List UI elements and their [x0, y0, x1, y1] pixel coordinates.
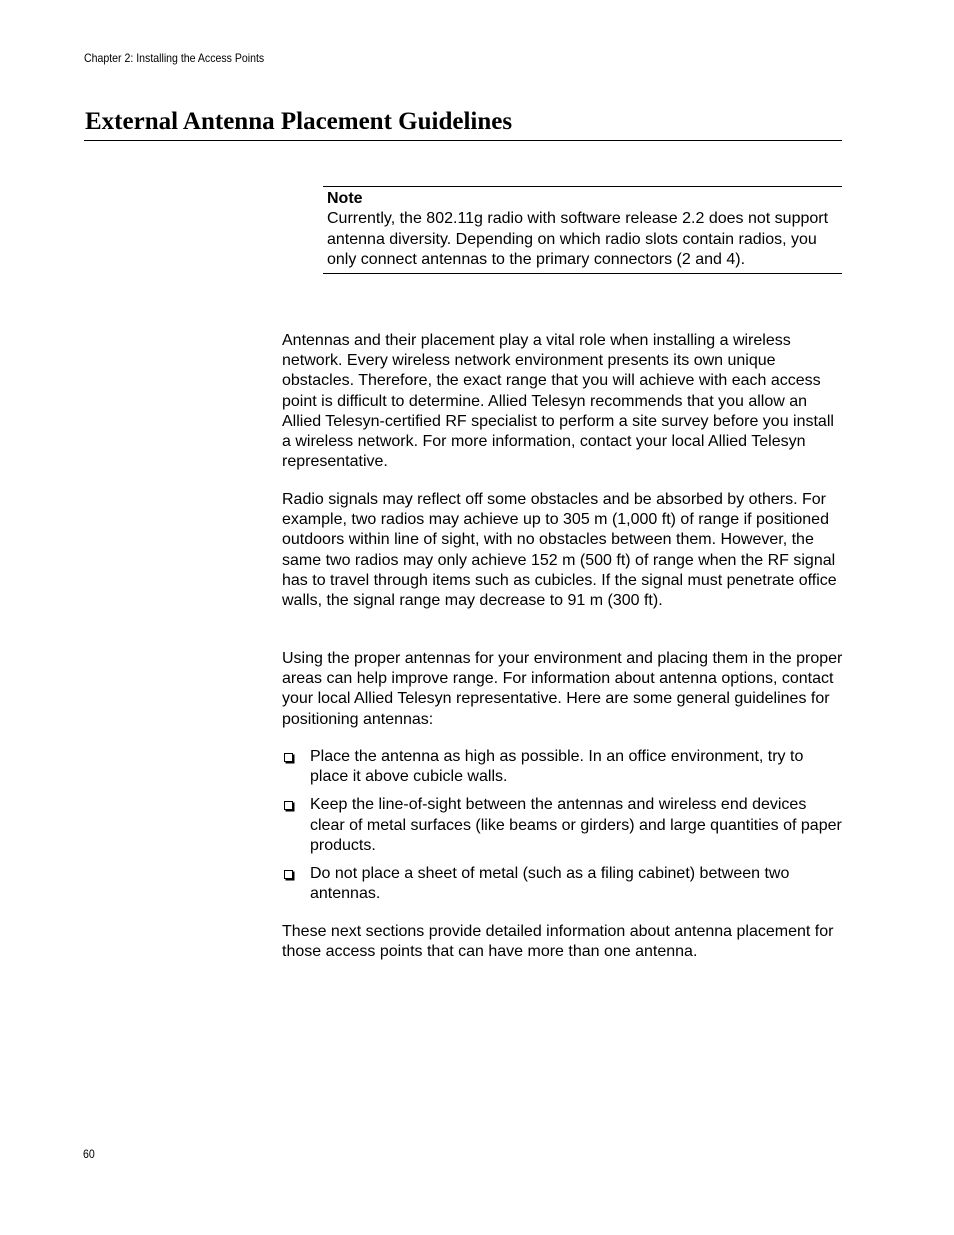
running-header: Chapter 2: Installing the Access Points	[84, 51, 265, 65]
list-item-text: Do not place a sheet of metal (such as a filing cabinet) between two antennas.	[310, 865, 790, 903]
list-item	[282, 747, 844, 787]
note-text: Currently, the 802.11g radio with software release 2.2 does not support antenna diversity. Depending on which radio slots contain radios, you only connect antennas to the primary connectors (2 and 4).	[327, 210, 829, 269]
paragraph-proper-antennas: Using the proper antennas for your environment and placing them in the proper areas can help improve range. For information about antenna options, contact your local Allied Telesyn representative. Here are some general guidelines for positioning antennas:	[282, 650, 843, 728]
list-item-text: Keep the line-of-sight between the antennas and wireless end devices clear of metal surfaces (like beams or girders) and large quantities of paper products.	[310, 796, 842, 854]
checkbox-bullet-icon	[284, 801, 293, 810]
list-item	[282, 864, 844, 904]
list-item-text: Place the antenna as high as possible. In an office environment, try to place it above cubicle walls.	[310, 748, 804, 786]
note-box	[323, 186, 842, 274]
title-rule	[84, 140, 842, 141]
list-item	[282, 795, 844, 856]
guidelines-list	[282, 747, 844, 912]
paragraph-next-sections: These next sections provide detailed information about antenna placement for those access points that can have more than one antenna.	[282, 923, 834, 961]
paragraph-radio-signals: Radio signals may reflect off some obstacles and be absorbed by others. For example, two radios may achieve up to 305 m (1,000 ft) of range if positioned outdoors within line of sight, with no obstacles between them. However, the same two radios may only achieve 152 m (500 ft) of range when the RF signal has to travel through items such as cubicles. If the signal must penetrate office walls, the signal range may decrease to 91 m (300 ft).	[282, 491, 837, 610]
paragraph-antenna-placement: Antennas and their placement play a vital role when installing a wireless network. Every wireless network environment presents its own unique obstacles. Therefore, the exact range that you will achieve with each access point is difficult to determine. Allied Telesyn recommends that you allow an Allied Telesyn-certified RF specialist to perform a site survey before you install a wireless network. For more information, contact your local Allied Telesyn representative.	[282, 332, 834, 471]
checkbox-bullet-icon	[284, 753, 293, 762]
page-number: 60	[83, 1147, 95, 1161]
note-label: Note	[327, 190, 363, 207]
checkbox-bullet-icon	[284, 870, 293, 879]
section-title: External Antenna Placement Guidelines	[85, 108, 513, 135]
